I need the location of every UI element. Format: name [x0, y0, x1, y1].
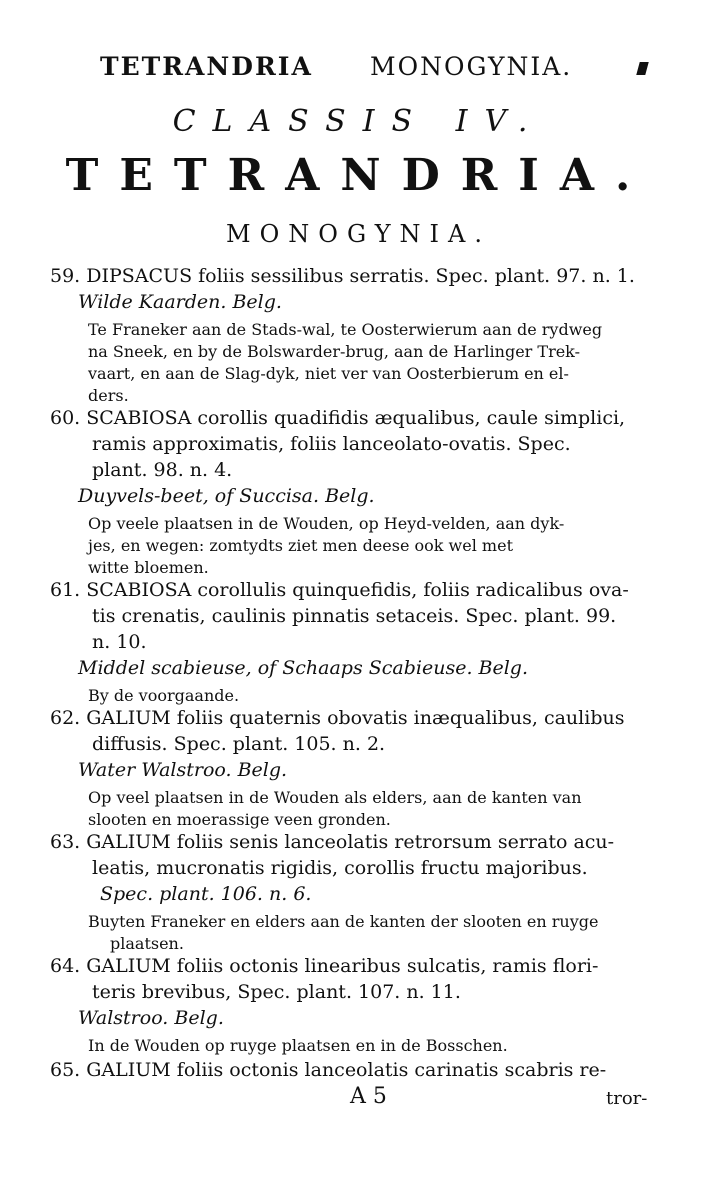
entry-64-habitat-1: In de Wouden op ruyge plaatsen en in de Bosschen. — [88, 1036, 508, 1055]
printer-mark — [636, 62, 648, 75]
catchword: tror- — [606, 1088, 648, 1109]
entry-59-common-name: Wilde Kaarden. Belg. — [78, 291, 282, 313]
entry-61-habitat-1: By de voorgaande. — [88, 686, 240, 705]
entry-60-habitat-3: witte bloemen. — [88, 558, 209, 577]
entry-61-line-3: n. 10. — [92, 631, 147, 653]
entry-62-habitat-2: slooten en moerassige veen gronden. — [88, 810, 391, 829]
entry-63-line-1: 63. GALIUM foliis senis lanceolatis retrorsum serrato acu- — [50, 831, 615, 853]
signature-mark: A 5 — [350, 1084, 387, 1109]
entry-63-line-3: Spec. plant. 106. n. 6. — [100, 883, 312, 905]
entry-59-habitat-4: ders. — [88, 386, 129, 405]
entry-64-line-1: 64. GALIUM foliis octonis linearibus sulcatis, ramis flori- — [50, 955, 599, 977]
entry-64-line-2: teris brevibus, Spec. plant. 107. n. 11. — [92, 981, 461, 1003]
entry-60-line-2: ramis approximatis, foliis lanceolato-ovatis. Spec. — [92, 433, 571, 455]
entry-60-common-name: Duyvels-beet, of Succisa. Belg. — [78, 485, 375, 507]
entry-59-habitat-1: Te Franeker aan de Stads-wal, te Oosterwierum aan de rydweg — [88, 320, 603, 339]
entry-63-habitat-1: Buyten Franeker en elders aan de kanten der slooten en ruyge — [88, 912, 599, 931]
entry-64-common-name: Walstroo. Belg. — [78, 1007, 224, 1029]
entry-65-line-1: 65. GALIUM foliis octonis lanceolatis carinatis scabris re- — [50, 1059, 607, 1081]
entry-63-habitat-2: plaatsen. — [110, 934, 184, 953]
entry-60-habitat-1: Op veele plaatsen in de Wouden, op Heyd-velden, aan dyk- — [88, 514, 565, 533]
entry-62-habitat-1: Op veel plaatsen in de Wouden als elders, aan de kanten van — [88, 788, 582, 807]
entry-61-line-1: 61. SCABIOSA corollulis quinquefidis, foliis radicalibus ova- — [50, 579, 629, 601]
entry-60-line-3: plant. 98. n. 4. — [92, 459, 233, 481]
entry-62-line-2: diffusis. Spec. plant. 105. n. 2. — [92, 733, 386, 755]
page-subtitle: MONOGYNIA. — [226, 220, 491, 248]
entry-60-line-1: 60. SCABIOSA corollis quadifidis æqualibus, caule simplici, — [50, 407, 626, 429]
entry-62-line-1: 62. GALIUM foliis quaternis obovatis inæqualibus, caulibus — [50, 707, 625, 729]
classis-heading: CLASSIS IV. — [172, 104, 545, 139]
entry-63-line-2: leatis, mucronatis rigidis, corollis fructu majoribus. — [92, 857, 588, 879]
entry-61-common-name: Middel scabieuse, of Schaaps Scabieuse. Belg. — [78, 657, 529, 679]
running-head-left: TETRANDRIA — [100, 52, 313, 81]
entry-59-habitat-2: na Sneek, en by de Bolswarder-brug, aan de Harlinger Trek- — [88, 342, 580, 361]
page-title: TETRANDRIA. — [65, 150, 652, 201]
entry-62-common-name: Water Walstroo. Belg. — [78, 759, 288, 781]
running-head-right: MONOGYNIA. — [370, 52, 573, 81]
entry-59-habitat-3: vaart, en aan de Slag-dyk, niet ver van Oosterbierum en el- — [88, 364, 569, 383]
entry-60-habitat-2: jes, en wegen: zomtydts ziet men deese ook wel met — [88, 536, 513, 555]
entry-59-line-1: 59. DIPSACUS foliis sessilibus serratis. Spec. plant. 97. n. 1. — [50, 265, 635, 287]
entry-61-line-2: tis crenatis, caulinis pinnatis setaceis. Spec. plant. 99. — [92, 605, 617, 627]
